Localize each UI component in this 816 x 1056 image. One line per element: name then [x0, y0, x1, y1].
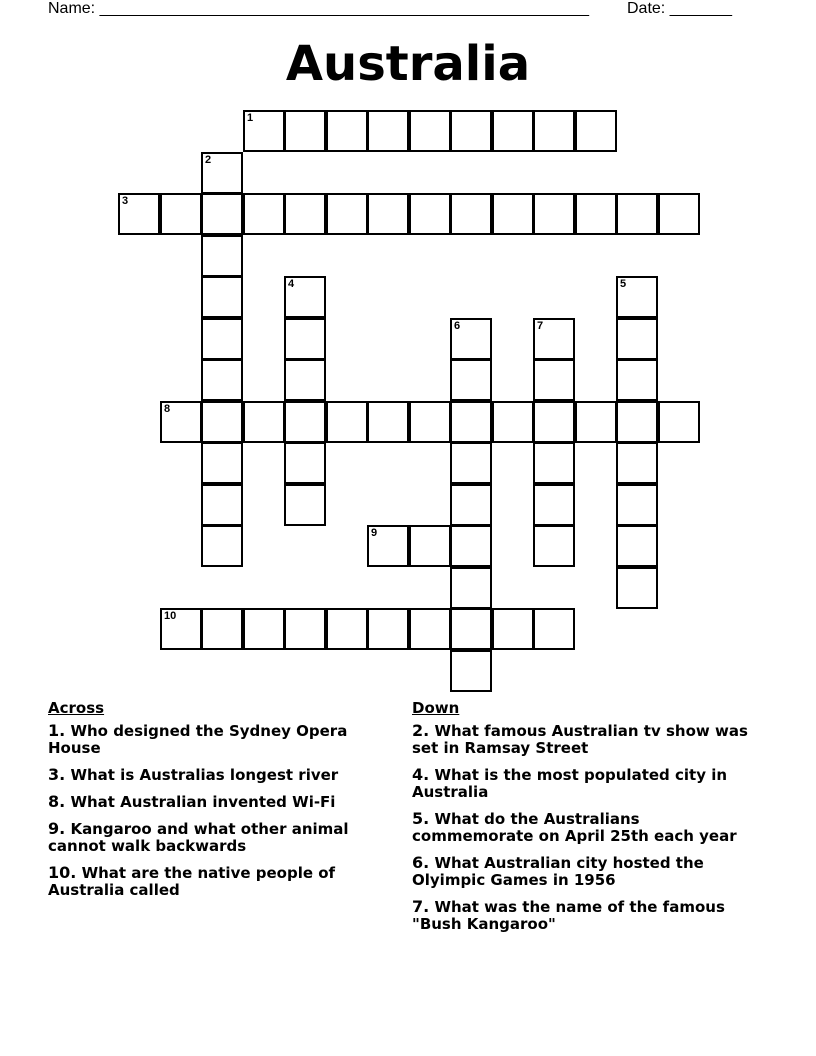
grid-cell[interactable] — [326, 110, 368, 152]
grid-cell[interactable] — [409, 525, 451, 567]
grid-cell[interactable] — [243, 608, 285, 650]
grid-cell[interactable] — [409, 193, 451, 235]
grid-cell[interactable] — [533, 525, 575, 567]
across-heading: Across — [48, 699, 105, 717]
grid-cell[interactable] — [533, 193, 575, 235]
grid-cell[interactable] — [616, 193, 658, 235]
cell-number: 5 — [620, 278, 627, 290]
grid-cell[interactable] — [450, 608, 492, 650]
clue-number: 3. — [48, 765, 66, 784]
grid-cell[interactable] — [367, 608, 409, 650]
grid-cell[interactable] — [616, 442, 658, 484]
grid-cell[interactable] — [492, 608, 534, 650]
grid-cell[interactable] — [533, 484, 575, 526]
cell-number: 9 — [371, 527, 378, 539]
grid-cell[interactable] — [533, 318, 575, 360]
grid-cell[interactable] — [284, 276, 326, 318]
grid-cell[interactable] — [284, 484, 326, 526]
cell-number: 2 — [205, 154, 212, 166]
grid-cell[interactable] — [201, 401, 243, 443]
grid-cell[interactable] — [284, 442, 326, 484]
grid-cell[interactable] — [201, 276, 243, 318]
cell-number: 8 — [164, 403, 171, 415]
grid-cell[interactable] — [367, 193, 409, 235]
grid-cell[interactable] — [326, 608, 368, 650]
clue-down-6 — [412, 854, 757, 889]
clue-text: What Australian invented Wi-Fi — [65, 793, 336, 811]
grid-cell[interactable] — [284, 608, 326, 650]
down-clues — [412, 700, 757, 942]
grid-cell[interactable] — [450, 650, 492, 692]
grid-cell[interactable] — [616, 318, 658, 360]
down-heading: Down — [412, 699, 460, 717]
clue-number: 9. — [48, 819, 66, 838]
clue-text: What do the Australians commemorate on April 25th each year — [412, 810, 737, 845]
grid-cell[interactable] — [450, 110, 492, 152]
grid-cell[interactable] — [575, 193, 617, 235]
grid-cell[interactable] — [533, 608, 575, 650]
clue-across-10 — [48, 864, 393, 899]
grid-cell[interactable] — [201, 318, 243, 360]
grid-cell[interactable] — [243, 193, 285, 235]
grid-cell[interactable] — [243, 401, 285, 443]
grid-cell[interactable] — [616, 359, 658, 401]
grid-cell[interactable] — [450, 359, 492, 401]
clue-number: 7. — [412, 897, 430, 916]
grid-cell[interactable] — [118, 193, 160, 235]
cell-number: 4 — [288, 278, 295, 290]
grid-cell[interactable] — [575, 110, 617, 152]
clue-number: 5. — [412, 809, 430, 828]
page-title: Australia — [285, 36, 531, 92]
clue-number: 10. — [48, 863, 77, 882]
clue-text: Who designed the Sydney Opera House — [48, 722, 348, 757]
clue-number: 6. — [412, 853, 430, 872]
clue-text: What is Australias longest river — [65, 766, 339, 784]
grid-cell[interactable] — [201, 525, 243, 567]
clue-across-8 — [48, 793, 393, 811]
cell-number: 3 — [122, 195, 129, 207]
grid-cell[interactable] — [533, 110, 575, 152]
cell-number: 1 — [247, 112, 254, 124]
grid-cell[interactable] — [409, 110, 451, 152]
grid-cell[interactable] — [450, 193, 492, 235]
grid-cell[interactable] — [492, 401, 534, 443]
grid-cell[interactable] — [201, 235, 243, 277]
grid-cell[interactable] — [616, 276, 658, 318]
grid-cell[interactable] — [284, 359, 326, 401]
grid-cell[interactable] — [450, 484, 492, 526]
grid-cell[interactable] — [492, 110, 534, 152]
clue-text: Kangaroo and what other animal cannot walk backwards — [48, 820, 349, 855]
grid-cell[interactable] — [160, 608, 202, 650]
grid-cell[interactable] — [201, 193, 243, 235]
date-line: Date: _______ — [627, 0, 732, 17]
grid-cell[interactable] — [284, 318, 326, 360]
grid-cell[interactable] — [533, 442, 575, 484]
grid-cell[interactable] — [616, 567, 658, 609]
clue-number: 4. — [412, 765, 430, 784]
clue-down-4 — [412, 766, 757, 801]
name-line: Name: _______________________________________________________ — [48, 0, 589, 17]
grid-cell[interactable] — [450, 401, 492, 443]
grid-cell[interactable] — [658, 401, 700, 443]
grid-cell[interactable] — [284, 193, 326, 235]
clue-text: What Australian city hosted the Olyimpic Games in 1956 — [412, 854, 704, 889]
grid-cell[interactable] — [533, 359, 575, 401]
clue-text: What are the native people of Australia called — [48, 864, 336, 899]
clue-number: 8. — [48, 792, 66, 811]
clue-text: What famous Australian tv show was set in Ramsay Street — [412, 722, 748, 757]
grid-cell[interactable] — [284, 401, 326, 443]
cell-number: 6 — [454, 320, 461, 332]
grid-cell[interactable] — [201, 152, 243, 194]
grid-cell[interactable] — [616, 484, 658, 526]
grid-cell[interactable] — [201, 484, 243, 526]
cell-number: 7 — [537, 320, 544, 332]
across-clues — [48, 700, 393, 908]
grid-cell[interactable] — [367, 401, 409, 443]
grid-cell[interactable] — [409, 608, 451, 650]
clue-text: What was the name of the famous "Bush Kangaroo" — [412, 898, 725, 933]
grid-cell[interactable] — [658, 193, 700, 235]
grid-cell[interactable] — [367, 110, 409, 152]
grid-cell[interactable] — [201, 442, 243, 484]
clue-across-1 — [48, 722, 393, 757]
grid-cell[interactable] — [201, 359, 243, 401]
grid-cell[interactable] — [450, 525, 492, 567]
grid-cell[interactable] — [450, 318, 492, 360]
grid-cell[interactable] — [616, 525, 658, 567]
grid-cell[interactable] — [326, 193, 368, 235]
grid-cell[interactable] — [575, 401, 617, 443]
clue-across-3 — [48, 766, 393, 784]
grid-cell[interactable] — [616, 401, 658, 443]
grid-cell[interactable] — [201, 608, 243, 650]
grid-cell[interactable] — [284, 110, 326, 152]
grid-cell[interactable] — [160, 193, 202, 235]
grid-cell[interactable] — [367, 525, 409, 567]
clue-number: 1. — [48, 721, 66, 740]
clue-number: 2. — [412, 721, 430, 740]
clue-across-9 — [48, 820, 393, 855]
clue-down-5 — [412, 810, 757, 845]
grid-cell[interactable] — [450, 567, 492, 609]
clue-down-2 — [412, 722, 757, 757]
clue-down-7 — [412, 898, 757, 933]
clue-text: What is the most populated city in Australia — [412, 766, 728, 801]
grid-cell[interactable] — [243, 110, 285, 152]
grid-cell[interactable] — [409, 401, 451, 443]
grid-cell[interactable] — [533, 401, 575, 443]
grid-cell[interactable] — [326, 401, 368, 443]
grid-cell[interactable] — [450, 442, 492, 484]
cell-number: 10 — [164, 610, 177, 622]
grid-cell[interactable] — [492, 193, 534, 235]
grid-cell[interactable] — [160, 401, 202, 443]
